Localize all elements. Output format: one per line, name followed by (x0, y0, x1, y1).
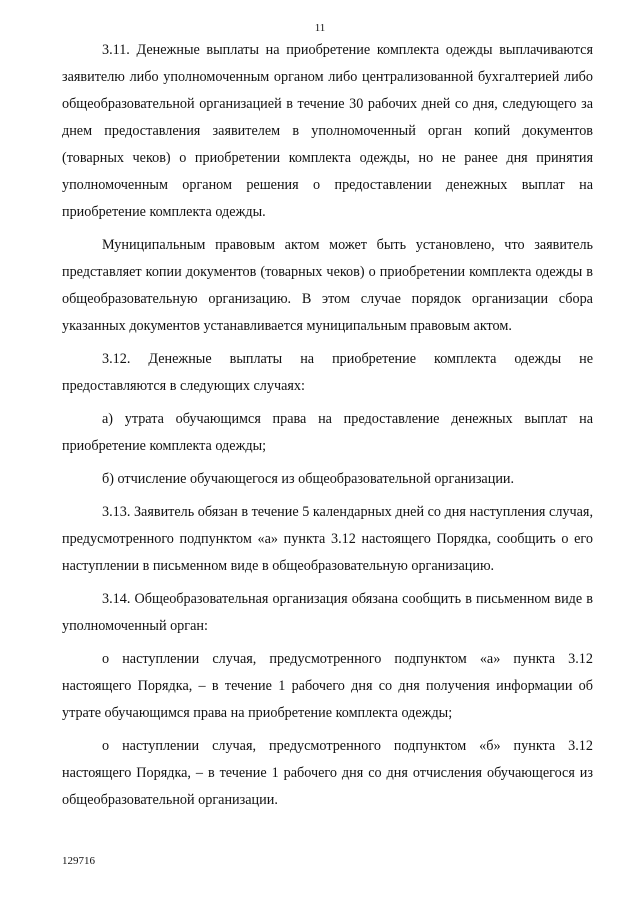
page-number: 11 (314, 22, 326, 34)
paragraph-3-14-a: о наступлении случая, предусмотренного подпунктом «а» пункта 3.12 настоящего Порядка, – в течение 1 рабочего дня со дня получения информации об утрате обучающимся права на приобретение комплекта одежды; (62, 651, 593, 721)
paragraph-3-14: 3.14. Общеобразовательная организация обязана сообщить в письменном виде в уполномоченный орган: (62, 591, 593, 634)
paragraph-3-14-b: о наступлении случая, предусмотренного подпунктом «б» пункта 3.12 настоящего Порядка, – в течение 1 рабочего дня со дня отчисления обучающегося из общеобразовательной организации. (62, 738, 593, 808)
paragraph-3-13: 3.13. Заявитель обязан в течение 5 календарных дней со дня наступления случая, предусмотренного подпунктом «а» пункта 3.12 настоящего Порядка, сообщить о его наступлении в письменном виде в общеобразовательную организацию. (62, 504, 593, 574)
paragraph-3-12: 3.12. Денежные выплаты на приобретение комплекта одежды не предоставляются в следующих случаях: (62, 351, 593, 394)
paragraph-municipal-act: Муниципальным правовым актом может быть установлено, что заявитель представляет копии документов (товарных чеков) о приобретении комплекта одежды в общеобразовательную организацию. В этом случае порядок организации сбора указанных документов устанавливается муниципальным правовым актом. (62, 237, 593, 334)
document-code: 129716 (62, 855, 95, 867)
document-body (62, 37, 593, 814)
paragraph-3-11: 3.11. Денежные выплаты на приобретение комплекта одежды выплачиваются заявителю либо уполномоченным органом либо централизованной бухгалтерией либо общеобразовательной организацией в течение 30 рабочих дней со дня, следующего за днем предоставления заявителем в уполномоченный орган копий документов (товарных чеков) о приобретении комплекта одежды, но не ранее дня принятия уполномоченным органом решения о предоставлении денежных выплат на приобретение комплекта одежды. (62, 42, 593, 220)
paragraph-3-12-a: а) утрата обучающимся права на предоставление денежных выплат на приобретение комплекта одежды; (62, 411, 593, 454)
paragraph-3-12-b: б) отчисление обучающегося из общеобразовательной организации. (102, 471, 515, 487)
